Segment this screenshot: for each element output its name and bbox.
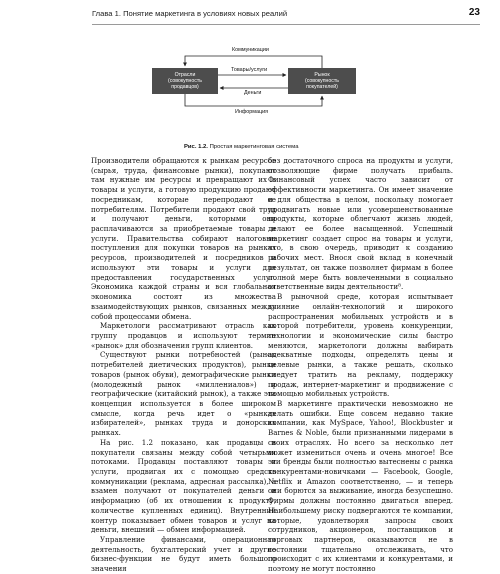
paragraph: Производители обращаются к рынкам ресурсов (сырья, труда, финансовые рынки), покупают там нужные им ресурсы и превращают их в товары и услуги, а готовую продукцию продают посредникам, которые перепродают ее потребителям. Потребители продают свой труд и получают деньги, которыми они расплачиваются за приобретаемые товары и услуги. Правительства собирают налоговые поступления для покупки товаров на рынках ресурсов, производителей и посредников и используют эти товары и услуги для предоставления государственных услуг. Экономика каждой страны и вся глобальная экономика состоят из множества взаимодействующих рынков, связанных между собой процессами обмена.	[91, 156, 276, 321]
industry-box	[152, 68, 218, 94]
page-number: 23	[468, 7, 480, 18]
communications-label: Коммуникации	[232, 47, 269, 53]
paragraph: Существуют рынки потребностей (рынок потребителей диетических продуктов), рынки товаров (рынок обуви), демографические рынки (молодежный рынок «миллениалов») и географические (китайский рынок), а также эта концепция используется в более широком смысле, когда речь идет о «рынках избирателей», рынках труда и донорских рынках.	[91, 350, 276, 438]
money-label: Деньги	[244, 90, 262, 96]
market-box-line: Рынок	[314, 72, 330, 78]
industry-box-line: продавцов)	[171, 84, 199, 90]
marketing-system-figure	[0, 0, 500, 160]
paragraph: Управление финансами, операционная деятельность, бухгалтерский учет и другие бизнес-функции не будут иметь большого значения	[91, 535, 276, 574]
right-column	[268, 156, 453, 574]
market-box	[288, 68, 356, 94]
paragraph: без достаточного спроса на продукты и услуги, позволяющие фирме получать прибыль. Финансовый успех часто зависит от эффективности маркетинга. Он имеет значение и для общества в целом, поскольку помогает продвигать новые или усовершенствованные продукты, которые облегчают жизнь людей, делают ее более насыщенной. Успешный маркетинг создает спрос на товары и услуги, что, в свою очередь, приводит к созданию рабочих мест. Внося свой вклад в конечный результат, он также позволяет фирмам в более полной мере быть вовлеченными в социально ответственные виды деятельности⁸.	[268, 156, 453, 292]
paragraph: На рис. 1.2 показано, как продавцы и покупатели связаны между собой четырьмя потоками. Продавцы поставляют товары и услуги, продвигая их с помощью средств коммуникации (реклама, адресная рассылка), а взамен получают от покупателей деньги и информацию (об их отношении к продукту, количестве купленных единиц). Внутренний контур показывает обмен товаров и услуг на деньги, внешний — обмен информацией.	[91, 437, 276, 535]
goods-label: Товары/услуги	[231, 67, 268, 73]
left-column	[91, 156, 276, 574]
caption-text: Простая маркетинговая система	[207, 144, 299, 150]
figure-arrows	[0, 0, 500, 160]
chapter-title: Глава 1. Понятие маркетинга в условиях новых реалий	[92, 9, 288, 18]
figure-caption	[184, 144, 298, 150]
caption-number: Рис. 1.2.	[184, 144, 208, 150]
information-label: Информация	[235, 109, 269, 115]
paragraph: В маркетинге практически невозможно не делать ошибки. Еще совсем недавно такие компании, как MySpace, Yahoo!, Blockbuster и Barnes & Noble, были признанными лидерами в своих отраслях. Но всего за несколько лет может измениться очень и очень многое! Все эти бренды были полностью вытеснены с рынка конкурентами-новичками — Facebook, Google, Netflix и Amazon соответственно, — и теперь они борются за выживание, иногда безуспешно. Фирмы должны постоянно двигаться вперед. Наибольшему риску подвергаются те компании, которые, удовлетворяя запросы своих сотрудников, акционеров, поставщиков и торговых партнеров, оказываются не в состоянии тщательно отслеживать, что происходит с их клиентами и конкурентами, и поэтому не могут постоянно	[268, 398, 453, 574]
market-box-line: покупателей)	[306, 84, 338, 90]
market-box-line: (совокупность	[304, 78, 339, 84]
paragraph: В рыночной среде, которая испытывает влияние онлайн-технологий и широкого распространения мобильных устройств и в которой потребители, уровень конкуренции, технологии и экономические силы быстро меняются, маркетологи должны выбирать адекватные подходы, определять цены и целевые рынки, а также решать, сколько следует тратить на рекламу, поддержку продаж, интернет-маркетинг и продвижение с помощью мобильных устройств.	[268, 292, 453, 399]
industry-box-line: (совокупность	[167, 78, 202, 84]
industry-box-line: Отрасли	[174, 72, 196, 78]
paragraph: Маркетологи рассматривают отрасль как группу продавцов и используют термин «рынок» для обозначения групп клиентов.	[91, 321, 276, 350]
